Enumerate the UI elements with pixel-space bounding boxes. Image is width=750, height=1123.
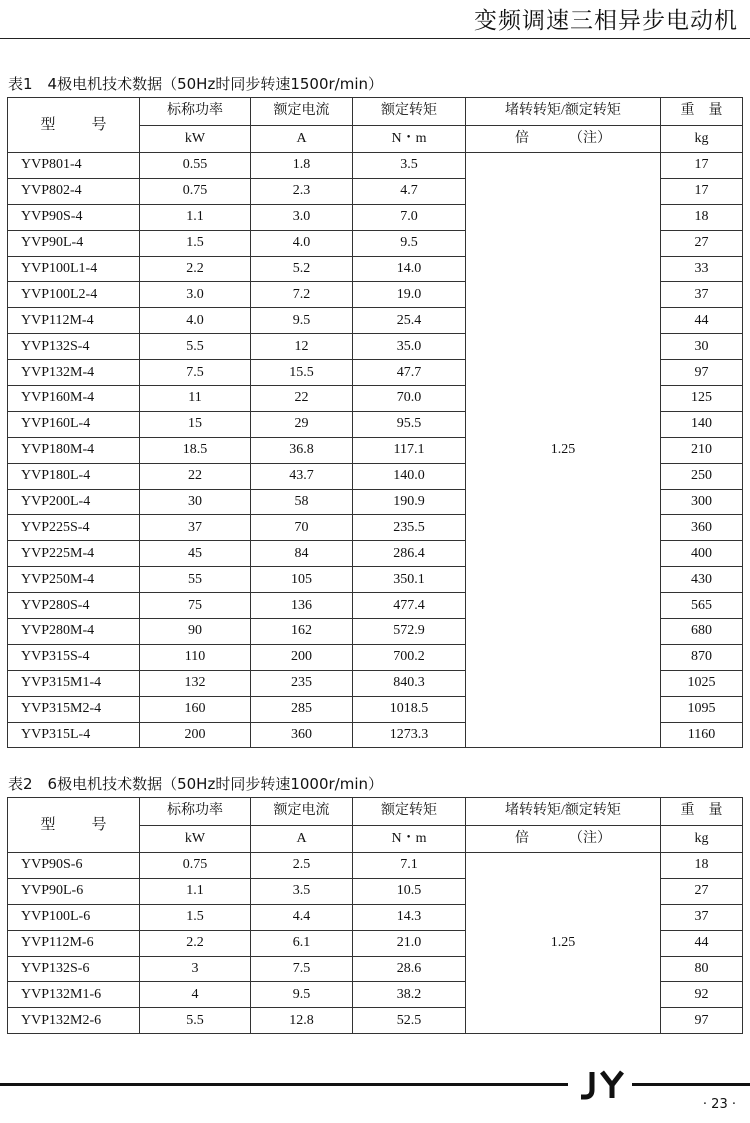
- weight-cell: 27: [661, 878, 743, 904]
- power-cell: 55: [140, 567, 251, 593]
- power-cell: 18.5: [140, 437, 251, 463]
- power-cell: 22: [140, 463, 251, 489]
- torque-cell: 28.6: [353, 956, 466, 982]
- weight-cell: 17: [661, 153, 743, 179]
- table-row: [8, 153, 743, 179]
- weight-cell: 565: [661, 593, 743, 619]
- model-cell: YVP90L-6: [8, 878, 140, 904]
- power-cell: 1.5: [140, 230, 251, 256]
- power-cell: 200: [140, 722, 251, 748]
- power-cell: 1.1: [140, 878, 251, 904]
- current-cell: 7.2: [251, 282, 353, 308]
- power-cell: 160: [140, 696, 251, 722]
- torque-cell: 700.2: [353, 644, 466, 670]
- model-cell: YVP132M1-6: [8, 982, 140, 1008]
- weight-cell: 430: [661, 567, 743, 593]
- current-cell: 43.7: [251, 463, 353, 489]
- model-cell: YVP315S-4: [8, 644, 140, 670]
- power-cell: 75: [140, 593, 251, 619]
- header-model: 型 号: [8, 798, 140, 853]
- torque-cell: 840.3: [353, 670, 466, 696]
- header-ratio-unit: 倍 （注）: [466, 825, 661, 853]
- header-current: 额定电流: [251, 798, 353, 826]
- torque-cell: 38.2: [353, 982, 466, 1008]
- header-weight: 重 量: [661, 98, 743, 126]
- current-cell: 285: [251, 696, 353, 722]
- power-cell: 45: [140, 541, 251, 567]
- model-cell: YVP90S-4: [8, 204, 140, 230]
- torque-cell: 286.4: [353, 541, 466, 567]
- torque-cell: 25.4: [353, 308, 466, 334]
- power-cell: 110: [140, 644, 251, 670]
- footer-rule-right: [632, 1083, 750, 1086]
- header-power: 标称功率: [140, 98, 251, 126]
- model-cell: YVP180L-4: [8, 463, 140, 489]
- torque-cell: 1273.3: [353, 722, 466, 748]
- current-cell: 136: [251, 593, 353, 619]
- model-cell: YVP801-4: [8, 153, 140, 179]
- model-cell: YVP132S-4: [8, 334, 140, 360]
- model-cell: YVP100L2-4: [8, 282, 140, 308]
- model-cell: YVP225S-4: [8, 515, 140, 541]
- current-cell: 9.5: [251, 308, 353, 334]
- weight-cell: 97: [661, 360, 743, 386]
- current-cell: 22: [251, 386, 353, 412]
- torque-cell: 3.5: [353, 153, 466, 179]
- model-cell: YVP132M-4: [8, 360, 140, 386]
- header-ratio: 堵转转矩/额定转矩: [466, 98, 661, 126]
- current-cell: 12.8: [251, 1008, 353, 1034]
- current-cell: 3.0: [251, 204, 353, 230]
- weight-cell: 27: [661, 230, 743, 256]
- model-cell: YVP160L-4: [8, 411, 140, 437]
- power-cell: 5.5: [140, 1008, 251, 1034]
- torque-cell: 190.9: [353, 489, 466, 515]
- current-cell: 7.5: [251, 956, 353, 982]
- power-cell: 0.75: [140, 853, 251, 879]
- header-power-unit: kW: [140, 825, 251, 853]
- weight-cell: 92: [661, 982, 743, 1008]
- current-cell: 1.8: [251, 153, 353, 179]
- power-cell: 0.55: [140, 153, 251, 179]
- power-cell: 7.5: [140, 360, 251, 386]
- current-cell: 9.5: [251, 982, 353, 1008]
- weight-cell: 1095: [661, 696, 743, 722]
- weight-cell: 44: [661, 930, 743, 956]
- torque-cell: 35.0: [353, 334, 466, 360]
- power-cell: 2.2: [140, 256, 251, 282]
- current-cell: 58: [251, 489, 353, 515]
- current-cell: 3.5: [251, 878, 353, 904]
- weight-cell: 18: [661, 853, 743, 879]
- header-current-unit: A: [251, 825, 353, 853]
- weight-cell: 300: [661, 489, 743, 515]
- torque-cell: 95.5: [353, 411, 466, 437]
- weight-cell: 37: [661, 904, 743, 930]
- stall-torque-ratio-cell: 1.25: [466, 153, 661, 748]
- torque-cell: 10.5: [353, 878, 466, 904]
- torque-cell: 572.9: [353, 619, 466, 645]
- table2-6-pole-motor-data: [7, 797, 743, 1034]
- current-cell: 6.1: [251, 930, 353, 956]
- torque-cell: 21.0: [353, 930, 466, 956]
- table1-caption: 表1 4极电机技术数据（50Hz时同步转速1500r/min）: [8, 75, 384, 93]
- weight-cell: 125: [661, 386, 743, 412]
- torque-cell: 47.7: [353, 360, 466, 386]
- model-cell: YVP132S-6: [8, 956, 140, 982]
- torque-cell: 19.0: [353, 282, 466, 308]
- weight-cell: 250: [661, 463, 743, 489]
- weight-cell: 44: [661, 308, 743, 334]
- current-cell: 200: [251, 644, 353, 670]
- weight-cell: 80: [661, 956, 743, 982]
- page-number: · 23 ·: [702, 1097, 736, 1112]
- torque-cell: 140.0: [353, 463, 466, 489]
- header-weight: 重 量: [661, 798, 743, 826]
- model-cell: YVP90S-6: [8, 853, 140, 879]
- power-cell: 3: [140, 956, 251, 982]
- current-cell: 70: [251, 515, 353, 541]
- torque-cell: 9.5: [353, 230, 466, 256]
- model-cell: YVP180M-4: [8, 437, 140, 463]
- torque-cell: 4.7: [353, 178, 466, 204]
- current-cell: 36.8: [251, 437, 353, 463]
- model-cell: YVP100L1-4: [8, 256, 140, 282]
- power-cell: 11: [140, 386, 251, 412]
- table-row: [8, 853, 743, 879]
- weight-cell: 870: [661, 644, 743, 670]
- weight-cell: 1025: [661, 670, 743, 696]
- header-rule: [0, 38, 750, 39]
- current-cell: 15.5: [251, 360, 353, 386]
- torque-cell: 52.5: [353, 1008, 466, 1034]
- header-ratio: 堵转转矩/额定转矩: [466, 798, 661, 826]
- model-cell: YVP112M-6: [8, 930, 140, 956]
- weight-cell: 210: [661, 437, 743, 463]
- weight-cell: 17: [661, 178, 743, 204]
- torque-cell: 235.5: [353, 515, 466, 541]
- weight-cell: 37: [661, 282, 743, 308]
- torque-cell: 70.0: [353, 386, 466, 412]
- weight-cell: 33: [661, 256, 743, 282]
- power-cell: 4.0: [140, 308, 251, 334]
- power-cell: 90: [140, 619, 251, 645]
- power-cell: 1.5: [140, 904, 251, 930]
- torque-cell: 7.0: [353, 204, 466, 230]
- header-power-unit: kW: [140, 125, 251, 153]
- power-cell: 5.5: [140, 334, 251, 360]
- current-cell: 2.5: [251, 853, 353, 879]
- current-cell: 2.3: [251, 178, 353, 204]
- power-cell: 0.75: [140, 178, 251, 204]
- current-cell: 4.0: [251, 230, 353, 256]
- torque-cell: 14.3: [353, 904, 466, 930]
- header-current: 额定电流: [251, 98, 353, 126]
- header-torque: 额定转矩: [353, 798, 466, 826]
- model-cell: YVP112M-4: [8, 308, 140, 334]
- footer-rule-left: [0, 1083, 568, 1086]
- power-cell: 132: [140, 670, 251, 696]
- current-cell: 360: [251, 722, 353, 748]
- table1-4-pole-motor-data: [7, 97, 743, 748]
- model-cell: YVP315M2-4: [8, 696, 140, 722]
- model-cell: YVP160M-4: [8, 386, 140, 412]
- power-cell: 3.0: [140, 282, 251, 308]
- current-cell: 105: [251, 567, 353, 593]
- torque-cell: 1018.5: [353, 696, 466, 722]
- stall-torque-ratio-cell: 1.25: [466, 853, 661, 1034]
- torque-cell: 477.4: [353, 593, 466, 619]
- power-cell: 1.1: [140, 204, 251, 230]
- current-cell: 5.2: [251, 256, 353, 282]
- power-cell: 4: [140, 982, 251, 1008]
- torque-cell: 7.1: [353, 853, 466, 879]
- weight-cell: 18: [661, 204, 743, 230]
- header-power: 标称功率: [140, 798, 251, 826]
- header-weight-unit: kg: [661, 125, 743, 153]
- model-cell: YVP132M2-6: [8, 1008, 140, 1034]
- model-cell: YVP280M-4: [8, 619, 140, 645]
- model-cell: YVP250M-4: [8, 567, 140, 593]
- current-cell: 4.4: [251, 904, 353, 930]
- model-cell: YVP200L-4: [8, 489, 140, 515]
- jy-logo-icon: [578, 1068, 626, 1102]
- power-cell: 30: [140, 489, 251, 515]
- power-cell: 15: [140, 411, 251, 437]
- current-cell: 162: [251, 619, 353, 645]
- header-current-unit: A: [251, 125, 353, 153]
- weight-cell: 400: [661, 541, 743, 567]
- weight-cell: 1160: [661, 722, 743, 748]
- weight-cell: 680: [661, 619, 743, 645]
- header-torque-unit: N・m: [353, 825, 466, 853]
- torque-cell: 117.1: [353, 437, 466, 463]
- table2-caption: 表2 6极电机技术数据（50Hz时同步转速1000r/min）: [8, 775, 384, 793]
- header-torque: 额定转矩: [353, 98, 466, 126]
- page-header-title: 变频调速三相异步电动机: [474, 8, 738, 34]
- current-cell: 29: [251, 411, 353, 437]
- model-cell: YVP315L-4: [8, 722, 140, 748]
- current-cell: 12: [251, 334, 353, 360]
- weight-cell: 30: [661, 334, 743, 360]
- model-cell: YVP100L-6: [8, 904, 140, 930]
- current-cell: 84: [251, 541, 353, 567]
- header-ratio-unit: 倍 （注）: [466, 125, 661, 153]
- header-model: 型 号: [8, 98, 140, 153]
- header-torque-unit: N・m: [353, 125, 466, 153]
- model-cell: YVP225M-4: [8, 541, 140, 567]
- power-cell: 2.2: [140, 930, 251, 956]
- weight-cell: 360: [661, 515, 743, 541]
- current-cell: 235: [251, 670, 353, 696]
- model-cell: YVP280S-4: [8, 593, 140, 619]
- torque-cell: 350.1: [353, 567, 466, 593]
- torque-cell: 14.0: [353, 256, 466, 282]
- header-weight-unit: kg: [661, 825, 743, 853]
- model-cell: YVP315M1-4: [8, 670, 140, 696]
- model-cell: YVP802-4: [8, 178, 140, 204]
- power-cell: 37: [140, 515, 251, 541]
- model-cell: YVP90L-4: [8, 230, 140, 256]
- weight-cell: 97: [661, 1008, 743, 1034]
- weight-cell: 140: [661, 411, 743, 437]
